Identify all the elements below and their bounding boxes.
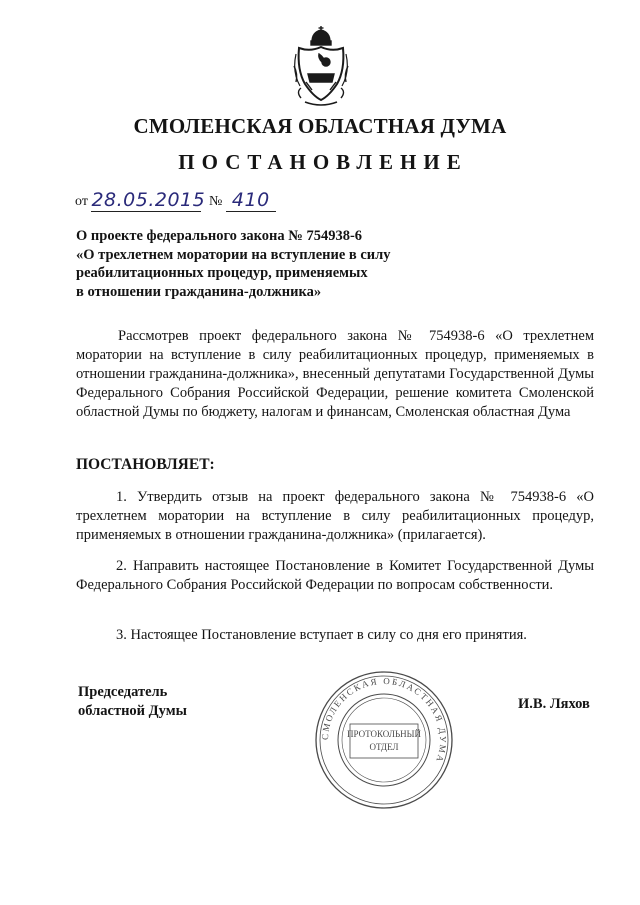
subject-line: О проекте федерального закона № 754938-6 <box>76 228 363 244</box>
stamp-center-line: ОТДЕЛ <box>369 742 399 752</box>
document-number-field <box>226 189 276 212</box>
stamp-center-line: ПРОТОКОЛЬНЫЙ <box>347 729 421 739</box>
signatory-title-line: областной Думы <box>78 703 187 719</box>
preamble-paragraph: Рассмотрев проект федерального закона № 754938-6 «О трехлетнем моратории на вступление в силу реабилитационных процедур, применяемых в отношении гражданина-должника», внесенный депутатами Государственной Думы Федерального Собрания Российской Федерации, решение комитета Смоленской областной Думы по бюджету, налогам и финансам, Смоленская областная Дума <box>76 328 594 420</box>
signatory-title <box>78 683 187 721</box>
official-stamp <box>312 670 456 810</box>
subject-line: реабилитационных процедур, применяемых <box>76 265 368 281</box>
signatory-title-line: Председатель <box>78 684 168 700</box>
coat-of-arms-icon <box>292 26 350 106</box>
number-label: № <box>208 194 223 209</box>
document-date: 28.05.2015 <box>91 189 206 211</box>
document-number: 410 <box>231 189 270 211</box>
resolution-item-1: 1. Утвердить отзыв на проект федерального закона № 754938-6 «О трехлетнем моратории на вступление в силу реабилитационных процедур, применяемых в отношении гражданина-должника» (прилагается). <box>76 489 594 543</box>
date-line <box>75 188 276 211</box>
document-subject <box>76 227 391 301</box>
resolution-item-2: 2. Направить настоящее Постановление в Комитет Государственной Думы Федерального Собрания Российской Федерации по вопросам собственности. <box>76 558 594 593</box>
organization-name: СМОЛЕНСКАЯ ОБЛАСТНАЯ ДУМА <box>133 114 507 138</box>
document-type-title: ПОСТАНОВЛЕНИЕ <box>178 150 468 174</box>
signatory-name: И.В. Ляхов <box>518 696 590 712</box>
document-date-field <box>91 189 206 212</box>
resolves-heading: ПОСТАНОВЛЯЕТ: <box>76 456 215 473</box>
resolution-item-3: 3. Настоящее Постановление вступает в силу со дня его принятия. <box>116 627 527 643</box>
stamp-ring-text: СМОЛЕНСКАЯ ОБЛАСТНАЯ ДУМА <box>319 675 449 765</box>
date-from-label: от <box>75 194 88 209</box>
subject-line: «О трехлетнем моратории на вступление в силу <box>76 246 391 263</box>
subject-line: в отношении гражданина-должника» <box>76 283 322 300</box>
